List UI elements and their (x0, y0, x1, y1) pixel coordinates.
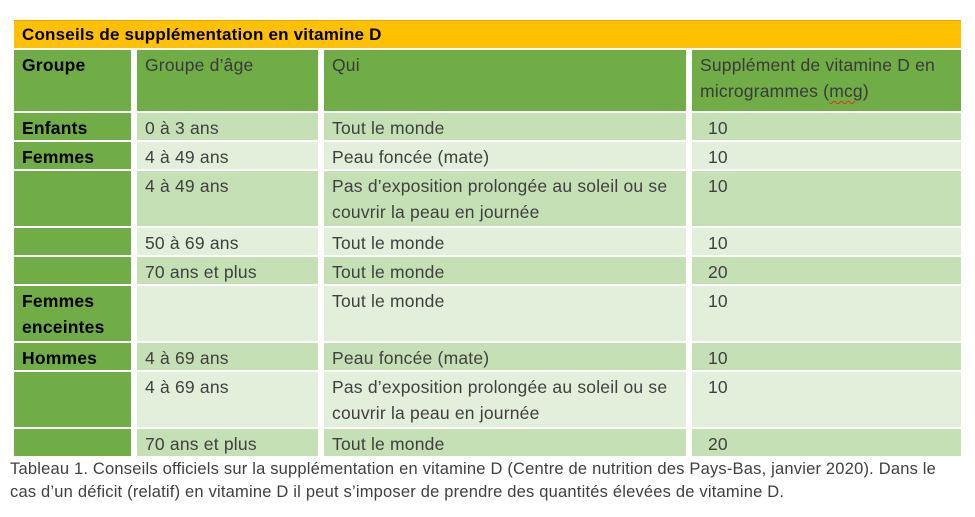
age-cell (137, 286, 318, 341)
age-cell: 4 à 49 ans (137, 171, 318, 226)
supplement-cell: 10 (692, 171, 961, 226)
supplement-cell: 10 (692, 142, 961, 169)
supplement-cell: 20 (692, 257, 961, 284)
qui-cell: Tout le monde (324, 113, 686, 140)
age-cell: 70 ans et plus (137, 429, 318, 456)
qui-cell: Tout le monde (324, 257, 686, 284)
group-cell (14, 257, 131, 284)
qui-cell: Pas d’exposition prolongée au soleil ou se couvrir la peau en journée (324, 372, 686, 427)
supplement-cell: 10 (692, 113, 961, 140)
supplement-cell: 10 (692, 343, 961, 370)
group-cell (14, 429, 131, 456)
supplement-cell: 10 (692, 372, 961, 427)
age-cell: 0 à 3 ans (137, 113, 318, 140)
qui-cell: Tout le monde (324, 429, 686, 456)
column-header-groupe: Groupe (14, 50, 131, 111)
group-cell: Enfants (14, 113, 131, 140)
qui-cell: Tout le monde (324, 228, 686, 255)
age-cell: 4 à 49 ans (137, 142, 318, 169)
spellcheck-underlined-word: mcg (829, 81, 863, 101)
group-cell (14, 228, 131, 255)
group-cell: Femmes enceintes (14, 286, 131, 341)
supplement-cell: 20 (692, 429, 961, 456)
qui-cell: Tout le monde (324, 286, 686, 341)
group-cell (14, 171, 131, 226)
group-cell: Hommes (14, 343, 131, 370)
age-cell: 50 à 69 ans (137, 228, 318, 255)
supplement-cell: 10 (692, 228, 961, 255)
group-cell (14, 372, 131, 427)
qui-cell: Pas d’exposition prolongée au soleil ou se couvrir la peau en journée (324, 171, 686, 226)
vitamin-d-table (14, 20, 961, 456)
column-header-age: Groupe d’âge (137, 50, 318, 111)
supplement-cell: 10 (692, 286, 961, 341)
age-cell: 4 à 69 ans (137, 372, 318, 427)
age-cell: 70 ans et plus (137, 257, 318, 284)
table-caption: Tableau 1. Conseils officiels sur la supplémentation en vitamine D (Centre de nutrition des Pays-Bas, janvier 2020). Dans le cas d’un déficit (relatif) en vitamine D il peut s’imposer de prendre des quantités élevées de vitamine D. (10, 460, 937, 501)
age-cell: 4 à 69 ans (137, 343, 318, 370)
table-grid (14, 50, 961, 456)
qui-cell: Peau foncée (mate) (324, 343, 686, 370)
qui-cell: Peau foncée (mate) (324, 142, 686, 169)
supplement-header-close-paren: ) (862, 81, 869, 101)
column-header-supplement (692, 50, 961, 111)
group-cell: Femmes (14, 142, 131, 169)
supplement-header-text: Supplément de vitamine D en microgrammes ( (700, 55, 935, 101)
table-title: Conseils de supplémentation en vitamine D (14, 20, 961, 48)
column-header-qui: Qui (324, 50, 686, 111)
